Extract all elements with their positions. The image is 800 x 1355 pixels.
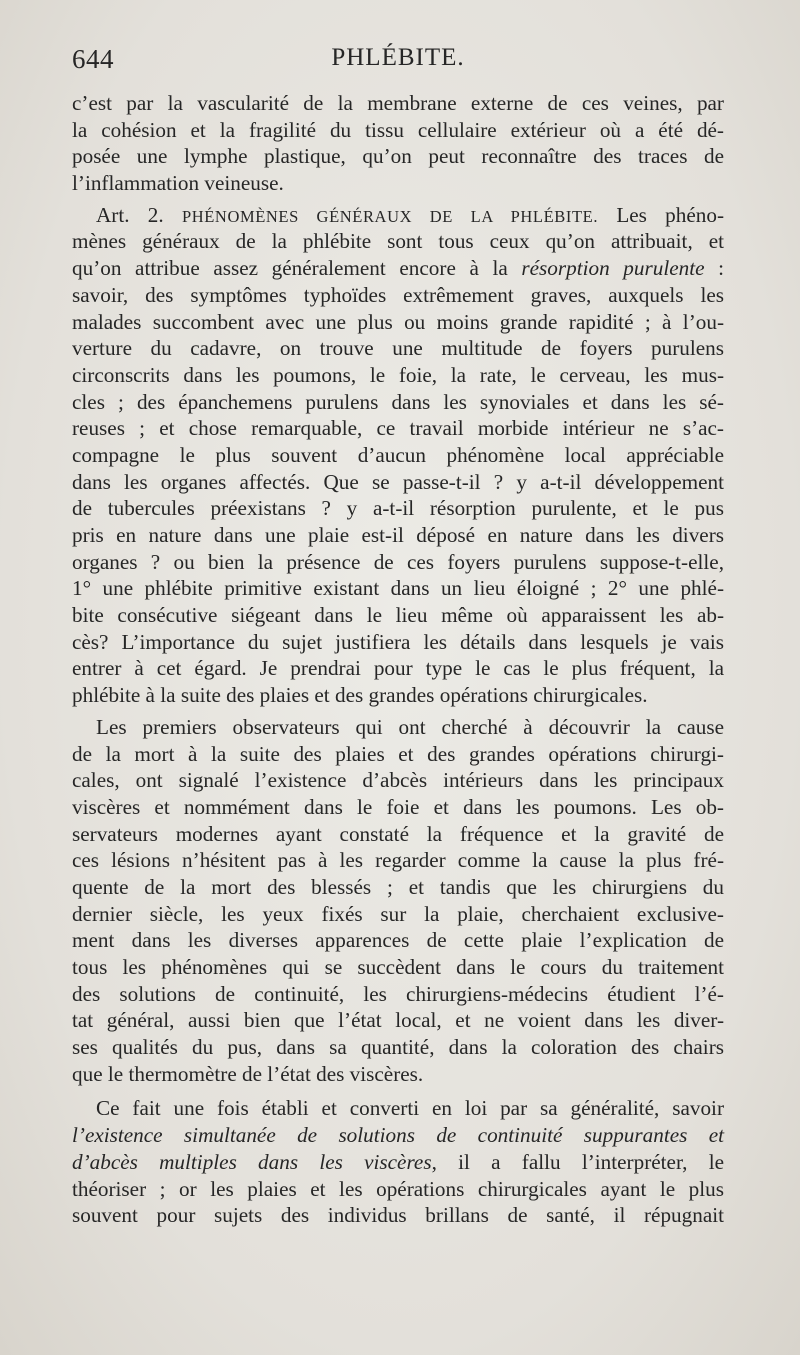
text-line xyxy=(72,202,724,229)
text-line: c’est par la vascularité de la membrane externe de ces veines, par xyxy=(72,91,724,115)
text-line: tat général, aussi bien que l’état local, et ne voient dans les diver- xyxy=(72,1008,724,1033)
text-line: entrer à cet égard. Je prendrai pour type le cas le plus fréquent, la xyxy=(72,656,724,681)
paragraph xyxy=(72,90,724,197)
text-line: souvent pour sujets des individus brillans de santé, il répugnait xyxy=(72,1203,724,1228)
text-line: bite consécutive siégeant dans le lieu même où apparaissent les ab- xyxy=(72,603,724,628)
text-line: de tubercules préexistans ? y a-t-il résorption purulente, et le pus xyxy=(72,496,724,521)
text-line xyxy=(72,1149,724,1176)
text-line: ment dans les diverses apparences de cette plaie l’explication de xyxy=(72,928,724,953)
text-line: quente de la mort des blessés ; et tandis que les chirurgiens du xyxy=(72,874,724,899)
text-line: compagne le plus souvent d’aucun phénomène local appréciable xyxy=(72,442,724,467)
text-line: Ce fait une fois établi et converti en loi par sa généralité, savoir xyxy=(96,1096,724,1121)
article-number: Art. 2. xyxy=(96,202,182,227)
text-line: organes ? ou bien la présence de ces foyers purulens suppose-t-elle, xyxy=(72,549,724,574)
text-fragment: : xyxy=(704,256,724,281)
text-line: servateurs modernes ayant constaté la fréquence et la gravité de xyxy=(72,821,724,846)
page-header xyxy=(72,44,724,78)
text-line: cales, ont signalé l’existence d’abcès intérieurs dans les principaux xyxy=(72,768,724,793)
page-number: 644 xyxy=(72,44,114,74)
text-line xyxy=(72,255,724,282)
text-fragment: , il a fallu l’interpréter, le xyxy=(431,1149,724,1174)
text-line: pris en nature dans une plaie est-il déposé en nature dans les divers xyxy=(72,523,724,547)
text-fragment: qu’on attribue assez généralement encore à la xyxy=(72,256,522,281)
text-line: ses qualités du pus, dans sa quantité, dans la coloration des chairs xyxy=(72,1035,724,1060)
text-line: ces lésions n’hésitent pas à les regarder comme la cause la plus fré- xyxy=(72,848,724,873)
text-line: cès? L’importance du sujet justifiera les détails dans lesquels je vais xyxy=(72,629,724,654)
text-line: viscères et nommément dans le foie et dans les poumons. Les ob- xyxy=(72,794,724,819)
paragraph xyxy=(72,714,724,1088)
spacer xyxy=(72,1087,724,1095)
text-line: verture du cadavre, on trouve une multitude de foyers purulens xyxy=(72,336,724,361)
text-line: mènes généraux de la phlébite sont tous ceux qu’on attribuait, et xyxy=(72,229,724,254)
text-line: théoriser ; or les plaies et les opérations chirurgicales ayant le plus xyxy=(72,1176,724,1201)
text-line: la cohésion et la fragilité du tissu cellulaire extérieur où a été dé- xyxy=(72,117,724,142)
text-line: circonscrits dans les poumons, le foie, la rate, le cerveau, les mus- xyxy=(72,362,724,387)
text-fragment: Les phéno- xyxy=(598,202,724,227)
text-line: phlébite à la suite des plaies et des grandes opérations chirurgicales. xyxy=(72,683,648,708)
text-line xyxy=(72,1122,724,1149)
body-text xyxy=(72,90,724,1229)
text-line: l’inflammation veineuse. xyxy=(72,171,284,196)
text-line: cles ; des épanchemens purulens dans les synoviales et dans les sé- xyxy=(72,389,724,414)
text-line: dans les organes affectés. Que se passe-t-il ? y a-t-il développement xyxy=(72,469,724,494)
paragraph xyxy=(72,202,724,709)
text-line: malades succombent avec une plus ou moins grande rapidité ; à l’ou- xyxy=(72,309,724,334)
text-line: que le thermomètre de l’état des viscères. xyxy=(72,1061,424,1086)
text-line: tous les phénomènes qui se succèdent dans le cours du traitement xyxy=(72,955,724,979)
text-line: Les premiers observateurs qui ont cherché à découvrir la cause xyxy=(96,714,724,739)
text-line: reuses ; et chose remarquable, ce travail morbide intérieur ne s’ac- xyxy=(72,416,724,441)
paragraph xyxy=(72,1095,724,1228)
section-heading: PHÉNOMÈNES GÉNÉRAUX DE LA PHLÉBITE. xyxy=(181,206,599,226)
text-line: des solutions de continuité, les chirurgiens-médecins étudient l’é- xyxy=(72,981,724,1006)
italic-phrase: d’abcès multiples dans les viscères xyxy=(72,1149,432,1174)
running-title: PHLÉBITE. xyxy=(331,44,465,71)
italic-term: résorption purulente xyxy=(521,256,705,281)
text-line: savoir, des symptômes typhoïdes extrêmement graves, auxquels les xyxy=(72,282,724,307)
text-line: posée une lymphe plastique, qu’on peut reconnaître des traces de xyxy=(72,144,724,169)
text-line: de la mort à la suite des plaies et des grandes opérations chirurgi- xyxy=(72,741,724,766)
text-line: dernier siècle, les yeux fixés sur la plaie, cherchaient exclusive- xyxy=(72,901,724,926)
italic-phrase: l’existence simultanée de solutions de continuité suppurantes et xyxy=(72,1123,724,1148)
text-line: 1° une phlébite primitive existant dans un lieu éloigné ; 2° une phlé- xyxy=(72,576,724,601)
